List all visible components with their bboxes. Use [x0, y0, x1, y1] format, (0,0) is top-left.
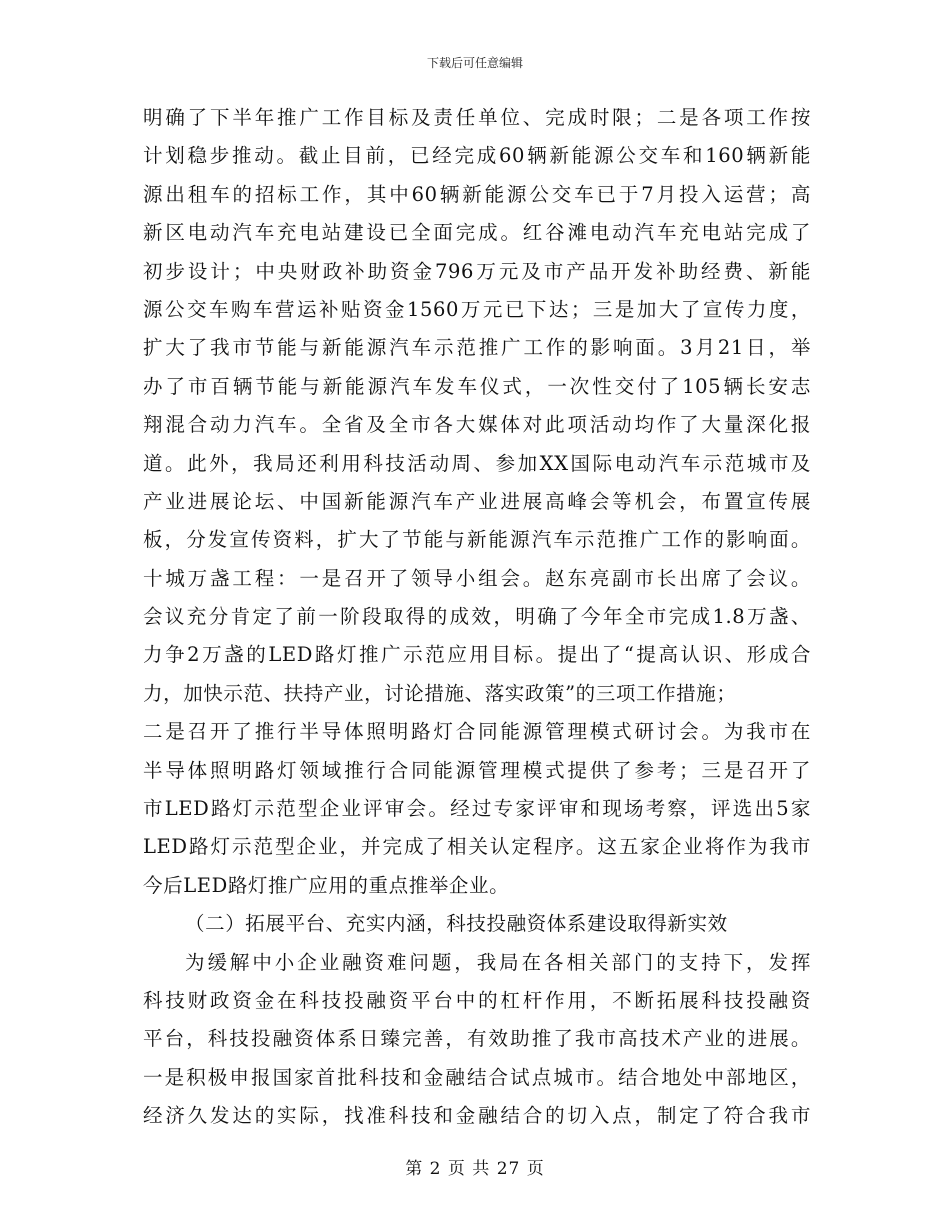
text-line: 扩大了我市节能与新能源汽车示范推广工作的影响面。3月21日，举: [143, 336, 811, 360]
section-heading: （二）拓展平台、充实内涵，科技投融资体系建设取得新实效: [185, 912, 728, 936]
text-line: 平台，科技投融资体系日臻完善，有效助推了我市高技术产业的进展。: [143, 1027, 811, 1051]
text-line: 一是积极申报国家首批科技和金融结合试点城市。结合地处中部地区，: [143, 1065, 811, 1089]
text-line: 计划稳步推动。截止目前，已经完成60辆新能源公交车和160辆新能: [143, 144, 811, 168]
text-line: 经济久发达的实际，找准科技和金融结合的切入点，制定了符合我市: [143, 1104, 811, 1128]
text-line: 办了市百辆节能与新能源汽车发车仪式，一次性交付了105辆长安志: [143, 374, 811, 398]
text-line: 源出租车的招标工作，其中60辆新能源公交车已于7月投入运营；高: [143, 182, 811, 206]
text-line: 明确了下半年推广工作目标及责任单位、完成时限；二是各项工作按: [143, 106, 811, 129]
text-line: 会议充分肯定了前一阶段取得的成效，明确了今年全市完成1.8万盏、: [143, 605, 811, 629]
text-line: 今后LED路灯推广应用的重点推举企业。: [143, 873, 510, 897]
text-line: 为缓解中小企业融资难问题，我局在各相关部门的支持下，发挥: [185, 950, 811, 974]
text-line: 科技财政资金在科技投融资平台中的杠杆作用，不断拓展科技投融资: [143, 988, 811, 1012]
text-line: 源公交车购车营运补贴资金1560万元已下达；三是加大了宣传力度，: [143, 297, 811, 321]
text-line: 力争2万盏的LED路灯推广示范应用目标。提出了“提高认识、形成合: [143, 643, 811, 667]
text-line: LED路灯示范型企业，并完成了相关认定程序。这五家企业将作为我市: [143, 835, 811, 859]
text-line: 初步设计；中央财政补助资金796万元及市产品开发补助经费、新能: [143, 259, 811, 283]
page-number-footer: 第 2 页 共 27 页: [405, 1159, 545, 1179]
text-line: 力，加快示范、扶持产业，讨论措施、落实政策”的三项工作措施；: [143, 681, 737, 705]
page-header: 下载后可任意编辑: [426, 56, 523, 70]
text-line: 板，分发宣传资料，扩大了节能与新能源汽车示范推广工作的影响面。: [143, 528, 811, 552]
text-line: 新区电动汽车充电站建设已全面完成。红谷滩电动汽车充电站完成了: [143, 221, 811, 245]
text-line: 二是召开了推行半导体照明路灯合同能源管理模式研讨会。为我市在: [143, 720, 811, 744]
text-line: 半导体照明路灯领域推行合同能源管理模式提供了参考；三是召开了: [143, 758, 811, 782]
text-line: 道。此外，我局还利用科技活动周、参加XX国际电动汽车示范城市及: [143, 451, 811, 475]
text-line: 产业进展论坛、中国新能源汽车产业进展高峰会等机会，布置宣传展: [143, 489, 811, 513]
body-text: [143, 99, 811, 1136]
text-line: 市LED路灯示范型企业评审会。经过专家评审和现场考察，评选出5家: [143, 797, 811, 821]
text-line: 十城万盏工程：一是召开了领导小组会。赵东亮副市长出席了会议。: [143, 566, 811, 590]
text-line: 翔混合动力汽车。全省及全市各大媒体对此项活动均作了大量深化报: [143, 413, 811, 437]
